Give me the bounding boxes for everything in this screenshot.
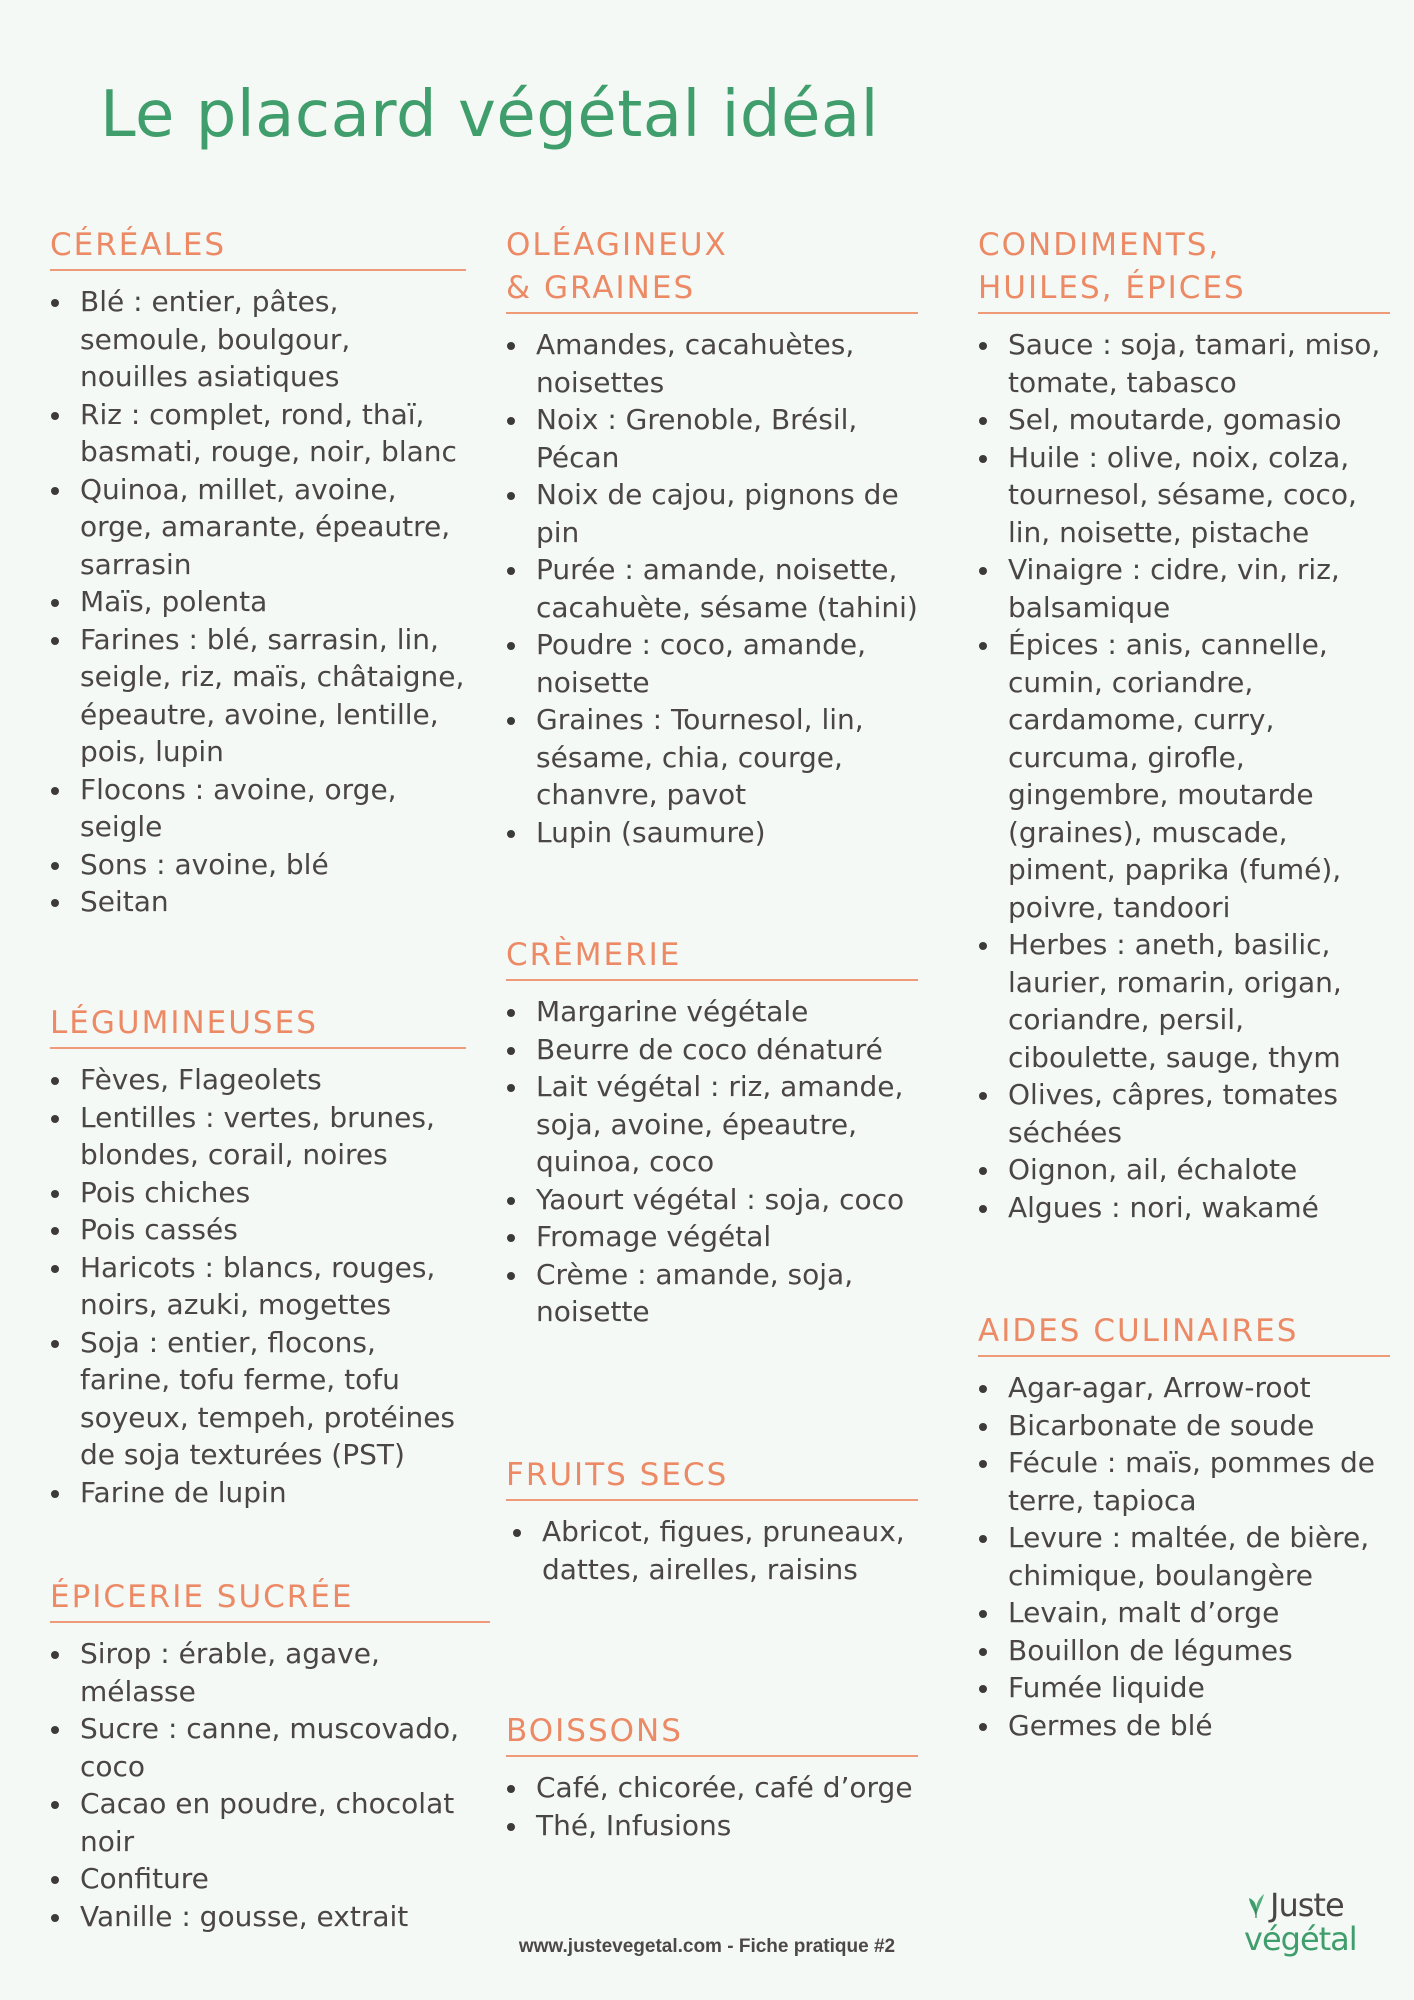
section-cereales xyxy=(50,224,466,921)
item-list xyxy=(50,1635,490,1935)
logo-word-1: Juste xyxy=(1270,1886,1344,1924)
list-item: Purée : amande, noisette, cacahuète, sésame (tahini) xyxy=(506,551,918,626)
list-item: Germes de blé xyxy=(978,1707,1390,1745)
list-item: Cacao en poudre, chocolat noir xyxy=(50,1785,490,1860)
list-item: Lupin (saumure) xyxy=(506,814,918,852)
list-item: Agar-agar, Arrow-root xyxy=(978,1369,1390,1407)
item-list xyxy=(978,1369,1390,1744)
list-item: Quinoa, millet, avoine, orge, amarante, épeautre, sarrasin xyxy=(50,471,466,584)
section-epicerie-sucree xyxy=(50,1576,490,1935)
list-item: Margarine végétale xyxy=(506,993,918,1031)
item-list xyxy=(978,326,1390,1226)
list-item: Sons : avoine, blé xyxy=(50,846,466,884)
list-item: Lentilles : vertes, brunes, blondes, corail, noires xyxy=(50,1099,466,1174)
list-item: Vanille : gousse, extrait xyxy=(50,1898,490,1936)
list-item: Fromage végétal xyxy=(506,1218,918,1256)
list-item: Sirop : érable, agave, mélasse xyxy=(50,1635,490,1710)
section-heading xyxy=(506,934,918,981)
section-heading xyxy=(506,1454,918,1501)
list-item: Farine de lupin xyxy=(50,1474,466,1512)
list-item: Herbes : aneth, basilic, laurier, romarin, origan, coriandre, persil, ciboulette, sauge, thym xyxy=(978,926,1390,1076)
item-list xyxy=(506,993,918,1331)
list-item: Crème : amande, soja, noisette xyxy=(506,1256,918,1331)
list-item: Sucre : canne, muscovado, coco xyxy=(50,1710,490,1785)
list-item: Sauce : soja, tamari, miso, tomate, tabasco xyxy=(978,326,1390,401)
section-legumineuses xyxy=(50,1002,466,1511)
list-item: Thé, Infusions xyxy=(506,1807,918,1845)
list-item: Bouillon de légumes xyxy=(978,1632,1390,1670)
section-heading xyxy=(978,1310,1390,1357)
list-item: Algues : nori, wakamé xyxy=(978,1189,1390,1227)
logo xyxy=(1240,1886,1357,1962)
list-item: Pois cassés xyxy=(50,1211,466,1249)
list-item: Lait végétal : riz, amande, soja, avoine, épeautre, quinoa, coco xyxy=(506,1068,918,1181)
section-heading-line: AIDES CULINAIRES xyxy=(978,1313,1299,1349)
section-condiments xyxy=(978,224,1390,1226)
footer-text: www.justevegetal.com - Fiche pratique #2 xyxy=(518,1936,896,1957)
list-item: Seitan xyxy=(50,883,466,921)
list-item: Fumée liquide xyxy=(978,1669,1390,1707)
section-heading-line: CONDIMENTS, xyxy=(978,227,1221,263)
section-heading-line: CRÈMERIE xyxy=(506,937,682,973)
list-item: Fèves, Flageolets xyxy=(50,1061,466,1099)
section-heading-line: OLÉAGINEUX xyxy=(506,227,728,263)
list-item: Noix : Grenoble, Brésil, Pécan xyxy=(506,401,918,476)
list-item: Haricots : blancs, rouges, noirs, azuki, mogettes xyxy=(50,1249,466,1324)
list-item: Beurre de coco dénaturé xyxy=(506,1031,918,1069)
section-heading-line: ÉPICERIE SUCRÉE xyxy=(50,1579,354,1615)
list-item: Riz : complet, rond, thaï, basmati, rouge, noir, blanc xyxy=(50,396,466,471)
section-heading-line: HUILES, ÉPICES xyxy=(978,270,1246,306)
section-aides-culinaires xyxy=(978,1310,1390,1744)
section-heading-line: LÉGUMINEUSES xyxy=(50,1005,318,1041)
list-item: Soja : entier, flocons, farine, tofu ferme, tofu soyeux, tempeh, protéines de soja texturées (PST) xyxy=(50,1324,466,1474)
list-item: Amandes, cacahuètes, noisettes xyxy=(506,326,918,401)
section-heading xyxy=(978,224,1390,314)
list-item: Bicarbonate de soude xyxy=(978,1407,1390,1445)
list-item: Sel, moutarde, gomasio xyxy=(978,401,1390,439)
section-heading xyxy=(506,1710,918,1757)
section-boissons xyxy=(506,1710,918,1844)
list-item: Poudre : coco, amande, noisette xyxy=(506,626,918,701)
list-item: Olives, câpres, tomates séchées xyxy=(978,1076,1390,1151)
page-title: Le placard végétal idéal xyxy=(100,78,879,152)
section-heading xyxy=(50,224,466,271)
list-item: Oignon, ail, échalote xyxy=(978,1151,1390,1189)
list-item: Abricot, figues, pruneaux, dattes, airelles, raisins xyxy=(512,1513,918,1588)
section-heading xyxy=(50,1002,466,1049)
list-item: Levain, malt d’orge xyxy=(978,1594,1390,1632)
item-list xyxy=(506,326,918,851)
item-list xyxy=(506,1513,918,1588)
section-cremerie xyxy=(506,934,918,1331)
section-heading-line: CÉRÉALES xyxy=(50,227,227,263)
section-heading-line: BOISSONS xyxy=(506,1713,683,1749)
section-fruits-secs xyxy=(506,1454,918,1588)
list-item: Yaourt végétal : soja, coco xyxy=(506,1181,918,1219)
list-item: Épices : anis, cannelle, cumin, coriandre, cardamome, curry, curcuma, girofle, gingembre, moutarde (graines), muscade, piment, paprika (fumé), poivre, tandoori xyxy=(978,626,1390,926)
list-item: Graines : Tournesol, lin, sésame, chia, courge, chanvre, pavot xyxy=(506,701,918,814)
section-oleagineux xyxy=(506,224,918,851)
list-item: Confiture xyxy=(50,1860,490,1898)
list-item: Fécule : maïs, pommes de terre, tapioca xyxy=(978,1444,1390,1519)
section-heading xyxy=(50,1576,490,1623)
list-item: Pois chiches xyxy=(50,1174,466,1212)
section-heading-line: & GRAINES xyxy=(506,270,696,306)
list-item: Noix de cajou, pignons de pin xyxy=(506,476,918,551)
list-item: Levure : maltée, de bière, chimique, boulangère xyxy=(978,1519,1390,1594)
leaf-icon xyxy=(1246,1890,1266,1920)
item-list xyxy=(50,1061,466,1511)
logo-word-2: végétal xyxy=(1244,1920,1357,1958)
list-item: Café, chicorée, café d’orge xyxy=(506,1769,918,1807)
list-item: Vinaigre : cidre, vin, riz, balsamique xyxy=(978,551,1390,626)
list-item: Blé : entier, pâtes, semoule, boulgour, nouilles asiatiques xyxy=(50,283,466,396)
list-item: Huile : olive, noix, colza, tournesol, sésame, coco, lin, noisette, pistache xyxy=(978,439,1390,552)
list-item: Flocons : avoine, orge, seigle xyxy=(50,771,466,846)
item-list xyxy=(506,1769,918,1844)
section-heading-line: FRUITS SECS xyxy=(506,1457,729,1493)
list-item: Maïs, polenta xyxy=(50,583,466,621)
item-list xyxy=(50,283,466,921)
section-heading xyxy=(506,224,918,314)
list-item: Farines : blé, sarrasin, lin, seigle, riz, maïs, châtaigne, épeautre, avoine, lentille, pois, lupin xyxy=(50,621,466,771)
